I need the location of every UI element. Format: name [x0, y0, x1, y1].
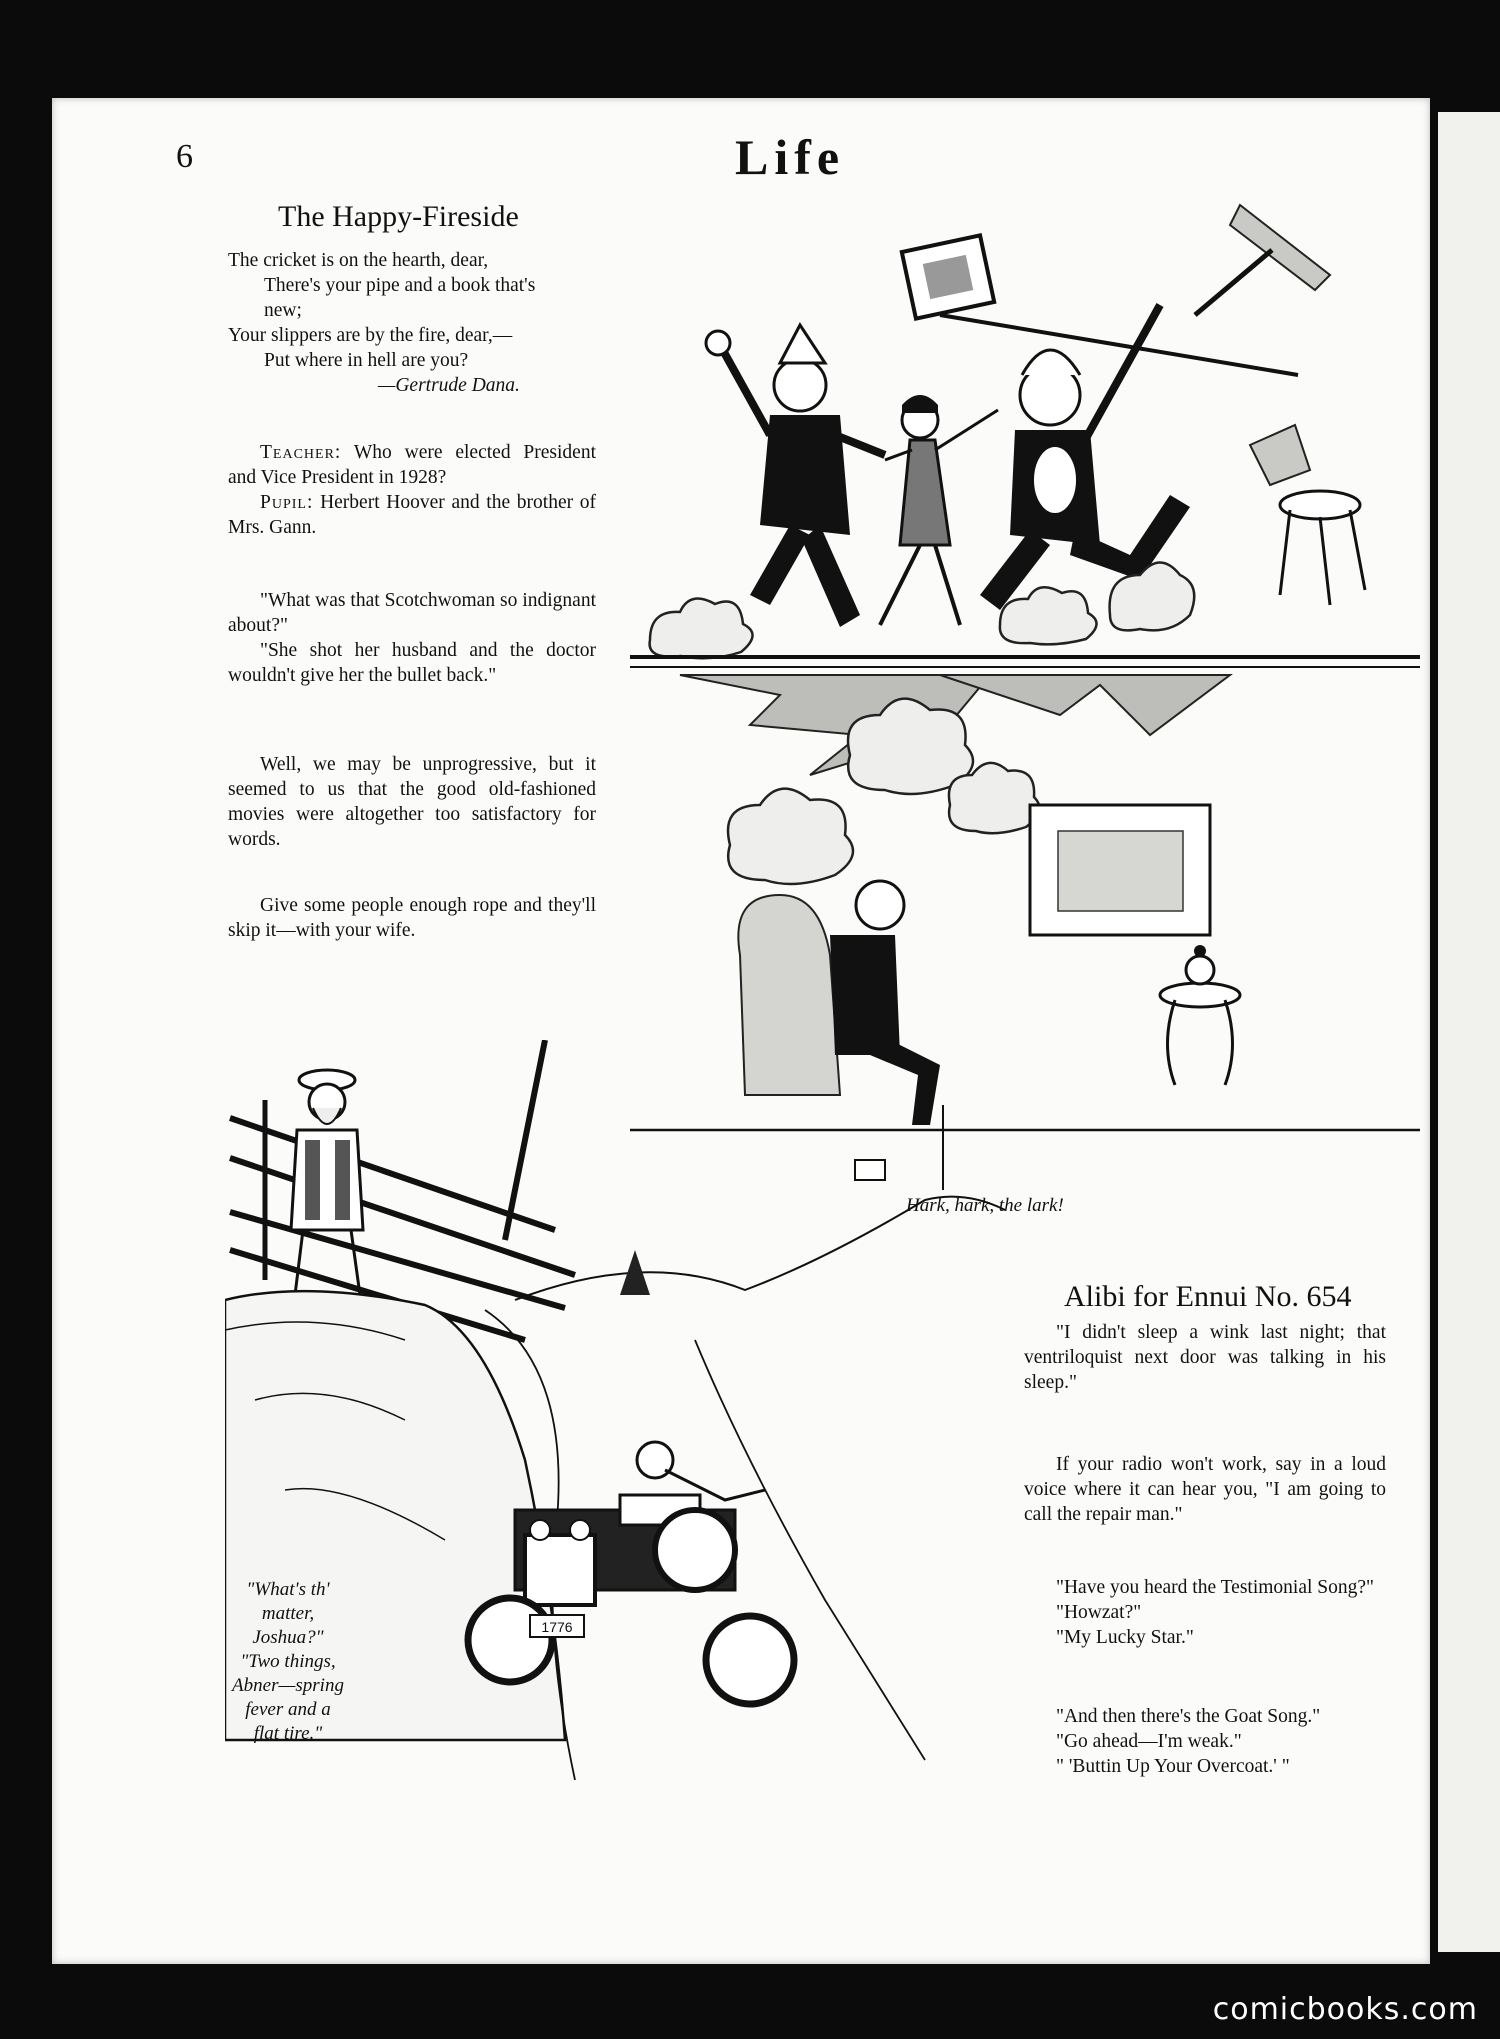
alibi-text: "I didn't sleep a wink last night; that ventriloquist next door was talking in his sleep."	[1024, 1322, 1386, 1393]
poem-line: There's your pipe and a book that's	[264, 275, 536, 296]
scotch-answer: "She shot her husband and the doctor wouldn't give her the bullet back."	[228, 640, 596, 686]
testimonial-joke	[1024, 1575, 1386, 1650]
goat-go-ahead: "Go ahead—I'm weak."	[1056, 1731, 1242, 1752]
goat-answer: " 'Buttin Up Your Overcoat.' "	[1056, 1756, 1290, 1777]
radio-paragraph	[1024, 1452, 1386, 1527]
alibi-title: Alibi for Ennui No. 654	[1064, 1280, 1352, 1313]
broom-head	[1230, 205, 1330, 290]
tipped-chair	[1250, 425, 1365, 605]
caption-line: "What's th'	[246, 1579, 330, 1600]
pupil-label: Pupil:	[260, 492, 314, 513]
page-number: 6	[176, 138, 193, 175]
rope-paragraph	[228, 893, 596, 943]
goat-question: "And then there's the Goat Song."	[1056, 1706, 1321, 1727]
poem-line: new;	[264, 300, 302, 321]
caption-line: "Two things,	[240, 1651, 336, 1672]
party-cartoon-caption: Hark, hark, the lark!	[906, 1195, 1064, 1216]
caption-line: fever and a	[245, 1699, 331, 1720]
farm-cartoon-caption	[218, 1578, 358, 1746]
dust-cloud	[1000, 587, 1097, 644]
poem-line: Put where in hell are you?	[264, 350, 469, 371]
movies-text: Well, we may be unprogressive, but it seemed to us that the good old-fashioned movies were altogether too satisfactory for words.	[228, 754, 596, 850]
side-table	[1160, 945, 1240, 1085]
masthead: Life	[735, 129, 846, 185]
movies-paragraph	[228, 752, 596, 852]
pupil-text: Herbert Hoover and the brother of Mrs. Gann.	[228, 492, 597, 538]
caption-line: Joshua?"	[252, 1627, 324, 1648]
dancer-woman	[880, 395, 998, 625]
scotch-question: "What was that Scotchwoman so indignant about?"	[228, 590, 596, 636]
teacher-text: Who were elected President and Vice President in 1928?	[228, 442, 596, 488]
debris-cloud	[728, 789, 853, 884]
radio-text: If your radio won't work, say in a loud voice where it can hear you, "I am going to call the repair man."	[1024, 1454, 1386, 1525]
song-answer: "My Lucky Star."	[1056, 1627, 1194, 1648]
teacher-joke	[228, 440, 596, 540]
poem-line: Your slippers are by the fire, dear,—	[228, 325, 513, 346]
rope-text: Give some people enough rope and they'll skip it—with your wife.	[228, 895, 596, 941]
scotchwoman-joke	[228, 588, 596, 688]
caption-line: Abner—spring	[232, 1675, 344, 1696]
poem	[228, 248, 598, 398]
alibi-paragraph	[1024, 1320, 1386, 1395]
teacher-label: Teacher:	[260, 442, 342, 463]
poem-line: The cricket is on the hearth, dear,	[228, 250, 489, 271]
song-howzat: "Howzat?"	[1056, 1602, 1142, 1623]
poem-attribution: —Gertrude Dana.	[378, 375, 520, 396]
song-question: "Have you heard the Testimonial Song?"	[1056, 1577, 1374, 1598]
model-t-car	[468, 1495, 794, 1704]
next-page-edge	[1438, 112, 1500, 1952]
license-plate: 1776	[541, 1619, 573, 1635]
farmhouse	[855, 1160, 885, 1180]
site-watermark: comicbooks.com	[1212, 1992, 1478, 2027]
caption-line: matter,	[261, 1603, 315, 1624]
goat-joke	[1024, 1704, 1394, 1779]
dancer-left	[706, 325, 885, 627]
poem-title: The Happy-Fireside	[278, 200, 519, 233]
dust-cloud	[650, 599, 753, 659]
farmer-abner	[291, 1070, 363, 1295]
caption-line: flat tire."	[253, 1723, 323, 1744]
